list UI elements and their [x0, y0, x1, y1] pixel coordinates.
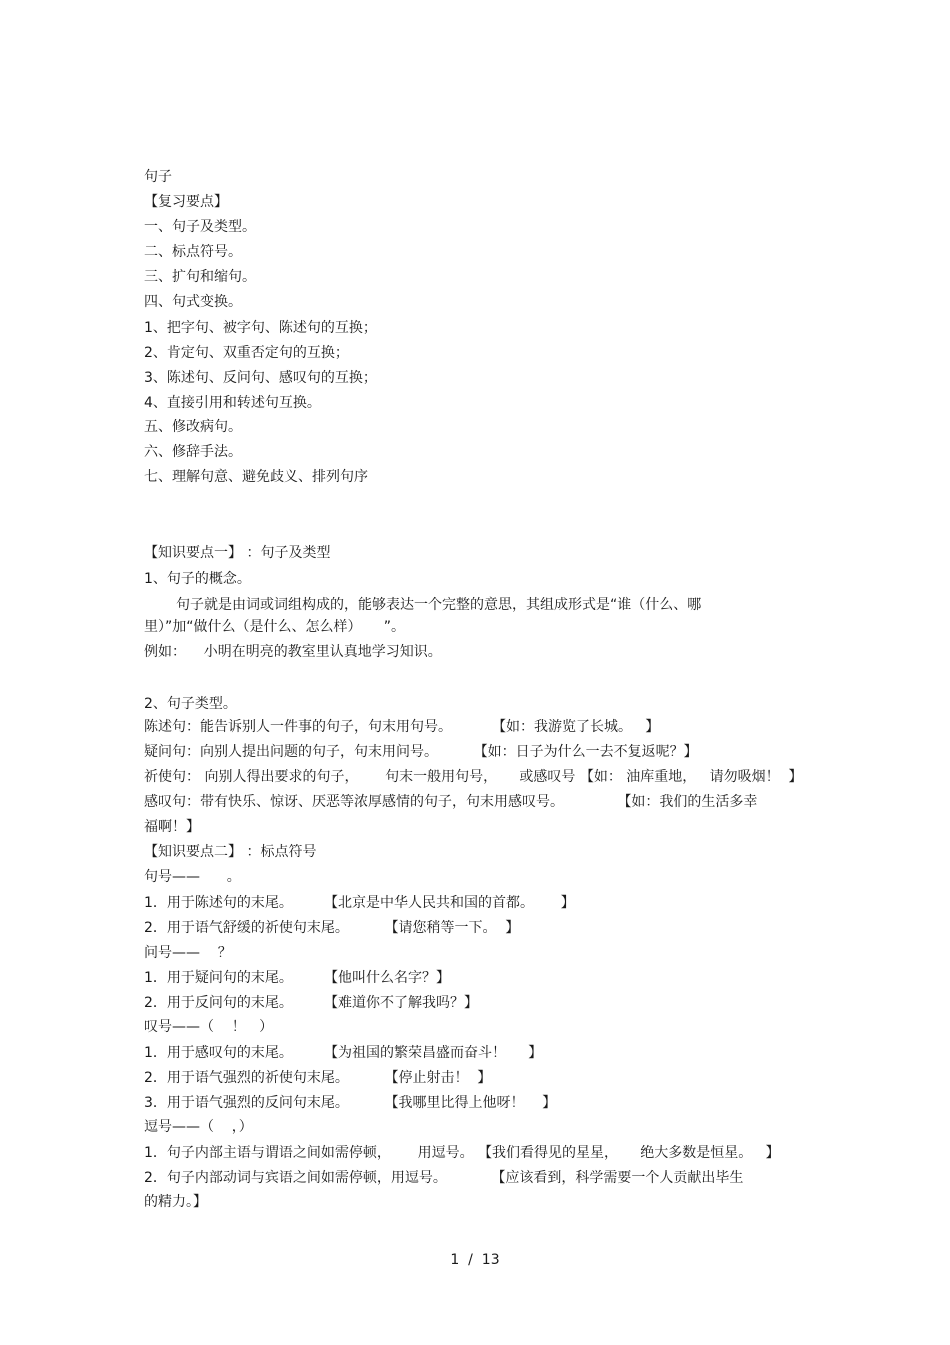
type-exclamatory: 感叹句：带有快乐、惊讶、厌恶等浓厚感情的句子，句末用感叹号。 【如：我们的生活多幸: [144, 794, 758, 810]
type-interrogative: 疑问句：向别人提出问题的句子，句末用问号。 【如：日子为什么一去不复返呢？】: [144, 744, 698, 760]
review-item: 一、句子及类型。: [144, 219, 256, 235]
question-heading: 问号—— ？: [144, 945, 232, 961]
review-heading: 【复习要点】: [144, 194, 228, 210]
comma-item-cont: 的精力。】: [144, 1194, 207, 1210]
concept-paragraph-line: 里）”加“做什么（是什么、怎么样） ”。: [144, 619, 406, 635]
review-item: 1、把字句、被字句、陈述句的互换；: [144, 320, 377, 336]
section-heading-point2: 【知识要点二】 ：标点符号: [144, 844, 317, 860]
review-item: 六、修辞手法。: [144, 444, 242, 460]
page-indicator: 1 / 13: [450, 1252, 500, 1268]
subheading-types: 2、句子类型。: [144, 696, 237, 712]
review-item: 三、扩句和缩句。: [144, 269, 256, 285]
review-item: 七、理解句意、避免歧义、排列句序: [144, 469, 368, 485]
example-line: 例如： 小明在明亮的教室里认真地学习知识。: [144, 644, 442, 660]
comma-item: 2．句子内部动词与宾语之间如需停顿，用逗号。 【应该看到，科学需要一个人贡献出毕生: [144, 1170, 744, 1186]
type-declarative: 陈述句：能告诉别人一件事的句子，句末用句号。 【如：我游览了长城。 】: [144, 719, 660, 735]
review-item: 四、句式变换。: [144, 294, 242, 310]
review-item: 4、直接引用和转述句互换。: [144, 395, 321, 411]
period-item: 2．用于语气舒缓的祈使句末尾。 【请您稍等一下。 】: [144, 920, 520, 936]
exclaim-item: 3．用于语气强烈的反问句末尾。 【我哪里比得上他呀！ 】: [144, 1095, 557, 1111]
type-imperative: 祈使句： 向别人得出要求的句子， 句末一般用句号， 或感叹号 【如： 油库重地， 请勿吸烟！ 】: [144, 769, 803, 785]
comma-item: 1．句子内部主语与谓语之间如需停顿， 用逗号。 【我们看得见的星星， 绝大多数是恒星。 】: [144, 1145, 780, 1161]
concept-paragraph-line: 句子就是由词或词组构成的，能够表达一个完整的意思，其组成形式是“谁（什么、哪: [176, 597, 702, 613]
question-item: 1．用于疑问句的末尾。 【他叫什么名字？】: [144, 970, 451, 986]
subheading-concept: 1、句子的概念。: [144, 571, 251, 587]
period-item: 1．用于陈述句的末尾。 【北京是中华人民共和国的首都。 】: [144, 895, 575, 911]
review-item: 五、修改病句。: [144, 419, 242, 435]
section-heading-point1: 【知识要点一】 ：句子及类型: [144, 545, 331, 561]
review-item: 3、陈述句、反问句、感叹句的互换；: [144, 370, 377, 386]
document-title: 句子: [144, 169, 172, 185]
exclaim-heading: 叹号——（ ！ ）: [144, 1019, 274, 1035]
exclaim-item: 1．用于感叹句的末尾。 【为祖国的繁荣昌盛而奋斗！ 】: [144, 1045, 543, 1061]
question-item: 2．用于反问句的末尾。 【难道你不了解我吗？】: [144, 995, 479, 1011]
review-item: 2、肯定句、双重否定句的互换；: [144, 345, 349, 361]
review-item: 二、标点符号。: [144, 244, 242, 260]
exclaim-item: 2．用于语气强烈的祈使句末尾。 【停止射击！ 】: [144, 1070, 492, 1086]
comma-heading: 逗号——（ ，）: [144, 1119, 253, 1135]
type-exclamatory-cont: 福啊！】: [144, 819, 200, 835]
period-heading: 句号—— 。: [144, 869, 241, 885]
